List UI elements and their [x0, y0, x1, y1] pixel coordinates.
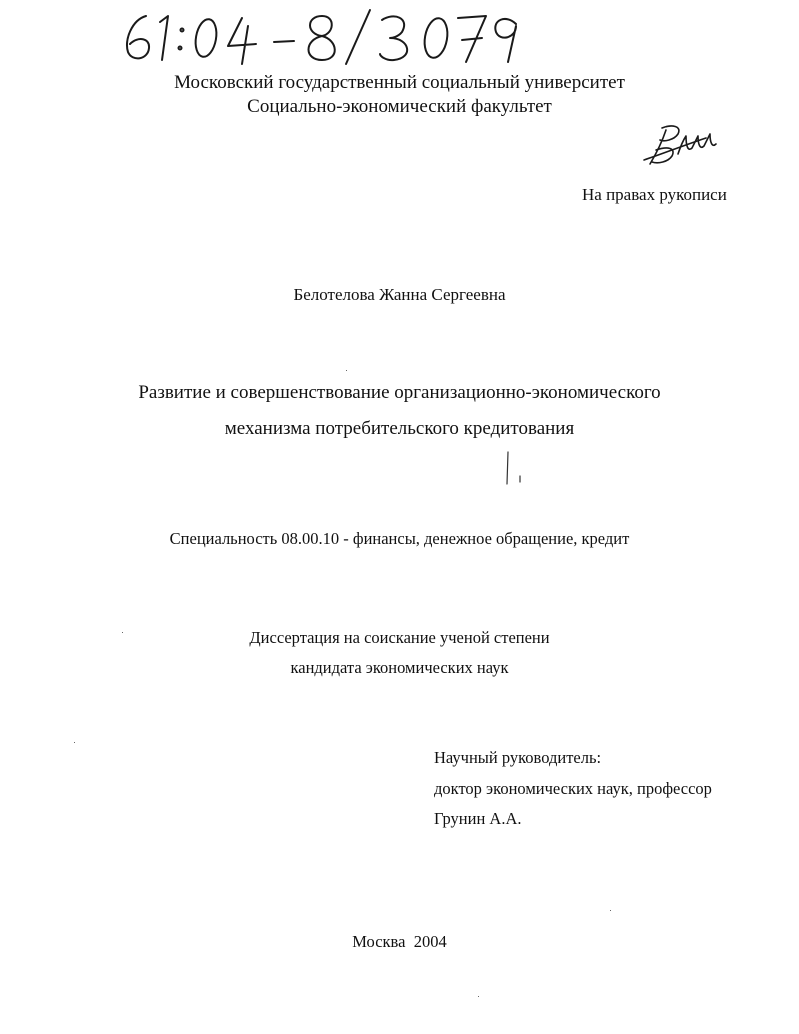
dissertation-degree-line-2: кандидата экономических наук	[290, 658, 509, 677]
city-year: Москва 2004	[352, 932, 447, 951]
dissertation-title-line-1: Развитие и совершенствование организационно-экономического	[138, 382, 661, 403]
supervisor-label: Научный руководитель:	[434, 748, 602, 767]
faculty-name: Социально-экономический факультет	[247, 96, 552, 117]
signature	[642, 120, 732, 170]
university-name: Московский государственный социальный университет	[174, 72, 625, 93]
scan-speck	[346, 370, 347, 371]
scan-marks	[500, 448, 530, 490]
supervisor-name: Грунин А.А.	[434, 809, 522, 828]
scan-speck	[478, 996, 479, 997]
scan-speck	[610, 910, 611, 911]
rights-note: На правах рукописи	[582, 185, 727, 204]
supervisor-degree: доктор экономических наук, профессор	[434, 779, 712, 798]
scan-speck	[74, 742, 75, 743]
specialty: Специальность 08.00.10 - финансы, денежное обращение, кредит	[169, 529, 630, 548]
archive-number-handwritten	[118, 4, 538, 66]
author-name: Белотелова Жанна Сергеевна	[293, 285, 506, 304]
scan-speck	[122, 632, 123, 633]
dissertation-title-line-2: механизма потребительского кредитования	[224, 418, 575, 439]
dissertation-degree-line-1: Диссертация на соискание ученой степени	[249, 628, 550, 647]
